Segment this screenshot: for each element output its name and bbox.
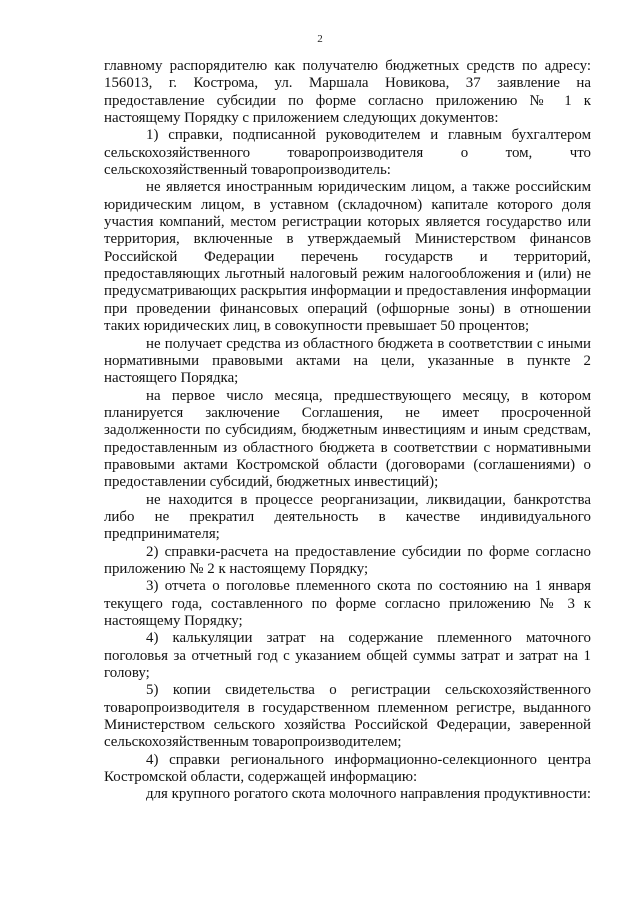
paragraph-registry-certificate: 5) копии свидетельства о регистрации сельскохозяйственного товаропроизводителя в государственном племенном регистре, выданного Министерством сельского хозяйства Российской Федерации, заверенной сельскохозяйственным товаропроизводителем; xyxy=(104,682,591,751)
paragraph-overdue-debt-clause: на первое число месяца, предшествующего месяцу, в котором планируется заключение Соглашения, не имеет просроченной задолженности по субсидиям, бюджетным инвестициям и иным средствам, предоставленным из областного бюджета в соответствии с нормативными правовыми актами Костромской области (договорами (соглашениями) о предоставлении субсидий, бюджетных инвестиций); xyxy=(104,387,591,491)
paragraph-certificate-heading: 1) справки, подписанной руководителем и главным бухгалтером сельскохозяйственного товаропроизводителя о том, что сельскохозяйственный товаропроизводитель: xyxy=(104,127,591,179)
paragraph-dairy-cattle: для крупного рогатого скота молочного направления продуктивности: xyxy=(146,786,591,803)
page-number: 2 xyxy=(317,33,323,45)
paragraph-cost-calculation: 4) калькуляции затрат на содержание племенного маточного поголовья за отчетный год с указанием общей суммы затрат и затрат на 1 голову; xyxy=(104,630,591,682)
paragraph-reorganization-clause: не находится в процессе реорганизации, ликвидации, банкротства либо не прекратил деятельность в качестве индивидуального предпринимателя; xyxy=(104,491,591,543)
paragraph-selection-center-certificate: 4) справки регионального информационно-селекционного центра Костромской области, содержащей информацию: xyxy=(104,751,591,786)
document-body xyxy=(104,58,591,804)
paragraph-submission-address: главному распорядителю как получателю бюджетных средств по адресу: 156013, г. Кострома, ул. Маршала Новикова, 37 заявление на предоставление субсидии по форме согласно приложению № 1 к настоящему Порядку с приложением следующих документов: xyxy=(104,58,591,127)
paragraph-subsidy-calculation: 2) справки-расчета на предоставление субсидии по форме согласно приложению № 2 к настоящему Порядку; xyxy=(104,543,591,577)
paragraph-livestock-report: 3) отчета о поголовье племенного скота по состоянию на 1 января текущего года, составленного по форме согласно приложению № 3 к настоящему Порядку; xyxy=(104,578,591,629)
paragraph-other-regional-funds-clause: не получает средства из областного бюджета в соответствии с иными нормативными правовыми актами на цели, указанные в пункте 2 настоящего Порядка; xyxy=(104,335,591,387)
paragraph-foreign-entity-clause: не является иностранным юридическим лицом, а также российским юридическим лицом, в уставном (складочном) капитале которого доля участия компаний, местом регистрации которых является государство или территория, включенные в утверждаемый Министерством финансов Российской Федерации перечень государств и территорий, предоставляющих льготный налоговый режим налогообложения и (или) не предусматривающих раскрытия информации и предоставления информации при проведении финансовых операций (офшорные зоны) в отношении таких юридических лиц, в совокупности превышает 50 процентов; xyxy=(104,179,591,335)
